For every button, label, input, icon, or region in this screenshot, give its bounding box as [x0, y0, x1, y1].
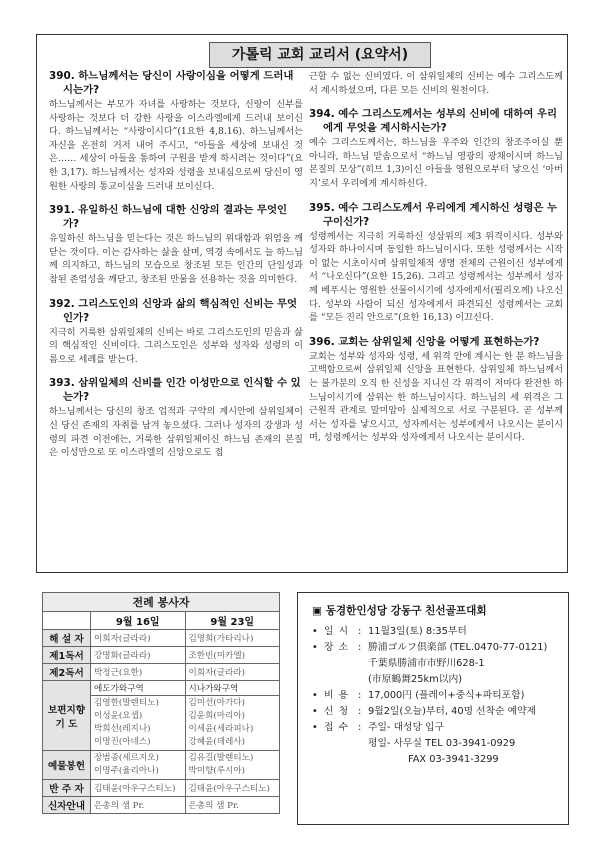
- notice-cost-row: [312, 688, 556, 704]
- colon: :: [358, 706, 362, 717]
- qa-394: [309, 107, 563, 190]
- notice-title: ▣ 동경한인성당 강동구 친선골프대회: [312, 605, 487, 617]
- notice-label: 일 시: [324, 626, 350, 637]
- server-name-list: [91, 696, 186, 751]
- notice-address-note: (市原鶴舞25km以内): [368, 674, 463, 685]
- server-name: 김미선(아가다): [188, 698, 246, 708]
- answer: 지극히 거룩한 삼위일체의 신비는 바로 그리스도인의 믿음과 삶의 핵심적인 신비이다. 그리스도인은 성부와 성자와 성령의 이름으로 세례를 받는다.: [49, 326, 303, 365]
- catechism-section: [36, 34, 568, 573]
- role-label: 보편지향 기 도: [43, 681, 91, 751]
- qa-393-continued: [309, 70, 563, 97]
- notice-value: 17,000円 (플레이+중식+파티포함): [368, 690, 525, 701]
- answer-continued: 근할 수 없는 신비였다. 이 삼위일체의 신비는 예수 그리스도께서 계시하셨으며, 다른 모든 신비의 원천이다.: [309, 71, 563, 96]
- server-name: 강명화(글라라): [91, 647, 186, 664]
- table-row: [43, 664, 280, 681]
- notice-fax: FAX 03-3941-3299: [408, 754, 499, 765]
- colon: :: [358, 642, 362, 653]
- colon: :: [358, 626, 362, 637]
- qa-391: [49, 203, 303, 286]
- question: 391. 유일하신 하느님에 대한 신앙의 결과는 무엇인가?: [49, 204, 288, 231]
- answer: 교회는 성부와 성자와 성령, 세 위격 안에 계시는 한 분 하느님을 고백함으로써 삼위일체 신앙을 표현한다. 삼위일체 하느님께서는 불가분의 오직 한 신성을 지니신 각 위격이 저마다 완전한 하느님이시기에 삼위는 한 하느님이시다. 하느님의 세 위격은 그 근원적 관계로 말미암아 실제적으로 서로 구분된다. 곧 성부께서는 성자를 낳으시고, 성자께서는 성부에게서 나오시는 분이시며, 성령께서는 성부와 성자에게서 나오시는 분이시다.: [309, 350, 564, 444]
- table-row: [43, 780, 280, 797]
- area-label: 시나가와구역: [185, 681, 280, 696]
- server-name: 김태윤(아우구스티노): [185, 780, 280, 797]
- notice-date-row: [312, 624, 556, 640]
- server-name: 이명주(율리아나): [94, 766, 159, 776]
- answer: 유일하신 하느님을 믿는다는 것은 하느님의 위대함과 위엄을 깨닫는 것이다. 이는 감사하는 삶을 살며, 역경 속에서도 늘 하느님께 의지하고, 하느님의 모습으로 창조된 모든 인간의 단일성과 참된 존엄성을 깨닫고, 창조된 만물을 선용하는 것을 의미한다.: [49, 233, 304, 285]
- table-title: 전례 봉사자: [43, 593, 280, 612]
- table-date-row: [43, 612, 280, 630]
- qa-395: [309, 201, 563, 325]
- notice-value: 9월2일(오늘)부터, 40명 선착순 예약제: [368, 706, 537, 717]
- table-row: [43, 797, 280, 814]
- server-name: 이성윤(요셉): [94, 711, 143, 721]
- server-name: 은총의 샘 Pr.: [185, 797, 280, 814]
- server-name: 박희선(레지나): [94, 724, 151, 734]
- table-header-row: [43, 593, 280, 612]
- server-name: 박미향(루시아): [188, 766, 246, 776]
- table-row: [43, 681, 280, 696]
- colon: :: [358, 722, 362, 733]
- question: 396. 교회는 삼위일체 신앙을 어떻게 표현하는가?: [309, 335, 540, 348]
- qa-390: [49, 69, 303, 193]
- question: 390. 하느님께서는 당신이 사랑이심을 어떻게 드러내시는가?: [49, 70, 294, 96]
- notice-label: 장 소: [324, 642, 350, 653]
- question: 394. 예수 그리스도께서는 성부의 신비에 대하여 우리에게 무엇을 계시하시는가?: [309, 108, 558, 135]
- notice-label: 접 수: [324, 722, 350, 733]
- server-name: 이명진(아네스): [94, 737, 151, 747]
- table-row: [43, 647, 280, 664]
- server-name: 김윤희(마리아): [188, 711, 246, 721]
- area-label: 에도가와구역: [91, 681, 186, 696]
- role-label: 신자안내: [43, 797, 91, 814]
- table-row: [43, 630, 280, 647]
- server-name: 김유길(발렌티노): [188, 753, 254, 763]
- server-name: 은총의 샘 Pr.: [91, 797, 186, 814]
- server-name: 김영한(발렌티노): [94, 698, 159, 708]
- role-label: 제1독서: [43, 647, 91, 664]
- empty-corner-cell: [43, 612, 91, 630]
- server-name: 이희자(글라라): [185, 664, 280, 681]
- question: 393. 삼위일체의 신비를 인간 이성만으로 인식할 수 있는가?: [49, 377, 301, 404]
- notice-contact-row: [312, 720, 556, 736]
- qa-396: [309, 335, 563, 445]
- server-name: 이세윤(세라피나): [188, 724, 254, 734]
- date-column-1: 9월 16일: [91, 612, 186, 630]
- server-name: 이희자(글라라): [91, 630, 186, 647]
- date-column-2: 9월 23일: [185, 612, 280, 630]
- notice-apply-row: [312, 704, 556, 720]
- colon: :: [358, 690, 362, 701]
- notice-weekday-contact: 평일- 사무실 TEL 03-3941-0929: [368, 738, 516, 749]
- bullet-icon: •: [312, 722, 318, 733]
- catechism-right-column: [309, 69, 563, 455]
- bullet-icon: •: [312, 642, 318, 653]
- table-row: [43, 751, 280, 780]
- server-name: 박정근(요한): [91, 664, 186, 681]
- answer: 하느님께서는 부모가 자녀를 사랑하는 것보다, 신랑이 신부를 사랑하는 것보다 더 강한 사랑을 이스라엘에게 드러내 보이신다. 하느님께서는 “사랑이시다”(1요한 4,8.16). 하느님께서는 자신을 온전히 거저 내어 주시고, “아들을 세상에 보내신 것은…… 세상이 아들을 통하여 구원을 받게 하시려는 것이다”(요한 3,17). 하느님께서는 성자와 성령을 보내심으로써 당신이 영원한 사랑의 통교이심을 드러내 보이신다.: [49, 99, 303, 192]
- question: 395. 예수 그리스도께서 우리에게 계시하신 성령은 누구이신가?: [309, 201, 558, 228]
- notice-address: 千葉県勝浦市市野川628-1: [368, 658, 485, 669]
- notice-label: 신 청: [324, 706, 350, 717]
- server-name: 김태윤(아우구스티노): [91, 780, 186, 797]
- question: 392. 그리스도인의 신앙과 삶의 핵심적인 신비는 무엇인가?: [49, 297, 298, 324]
- role-label: 반 주 자: [43, 780, 91, 797]
- answer: 예수 그리스도께서는, 하느님을 우주와 인간의 창조주이실 뿐 아니라, 하느님 맏솜으로서 “하느님 영광의 광채이시며 하느님 본질의 모상”(히브 1,3)이신 아들을 영원으로부터 낳으신 ‘아버지’로서 우리에게 계시하신다.: [309, 137, 563, 189]
- golf-notice: [297, 592, 569, 825]
- notice-value: 주일- 대성당 입구: [368, 722, 445, 733]
- catechism-left-column: [49, 69, 303, 470]
- server-name: 김명희(가타리나): [185, 630, 280, 647]
- liturgy-servers-table: [42, 592, 280, 814]
- bullet-icon: •: [312, 690, 318, 701]
- server-name-list: [91, 751, 186, 780]
- server-name: 조한빈(미카엘): [185, 647, 280, 664]
- server-name: 장범종(세르지오): [94, 753, 159, 763]
- qa-393: [49, 376, 303, 459]
- notice-value: 勝浦ゴルフ倶楽部 (TEL.0470-77-0121): [368, 642, 548, 653]
- notice-place-row: [312, 640, 556, 656]
- answer: 성령께서는 지극히 거룩하신 성삼위의 제3 위격이시다. 성부와 성자와 하나이시며 동일한 하느님이시다. 또한 성령께서는 시작이 없는 시초이시며 삼위일체적 생명 전체의 근원이신 성부에게서 “나오신다”(요한 15,26). 그리고 성령께서는 성부께서 성자께 베푸시는 영원한 선물이시기에 성자에게서(필리오께) 나오신다. 성부와 사람이 되신 성자에게서 파견되신 성령께서는 교회를 “모든 진리 안으로”(요한 16,13) 이끄신다.: [309, 230, 563, 324]
- server-name-list: [185, 696, 280, 751]
- notice-value: 11월3일(토) 8:35부터: [368, 626, 467, 637]
- role-label: 예물봉헌: [43, 751, 91, 780]
- server-name: 강혜윤(데레사): [188, 737, 246, 747]
- notice-label: 비 용: [324, 690, 350, 701]
- bullet-icon: •: [312, 626, 318, 637]
- catechism-title: 가톨릭 교회 교리서 (요약서): [209, 42, 431, 68]
- qa-392: [49, 297, 303, 367]
- answer: 하느님께서는 당신의 창조 업적과 구약의 계시안에 삼위일체이신 당신 존재의 자취를 남겨 놓으셨다. 그러나 성자의 강생과 성령의 파견 이전에는, 거룩한 삼위일체이신 하느님 존재의 본질은 이성만으로 또 이스라엘의 신앙으로도 접: [49, 406, 303, 459]
- role-label: 제2독서: [43, 664, 91, 681]
- server-name-list: [185, 751, 280, 780]
- bullet-icon: •: [312, 706, 318, 717]
- role-label: 해 설 자: [43, 630, 91, 647]
